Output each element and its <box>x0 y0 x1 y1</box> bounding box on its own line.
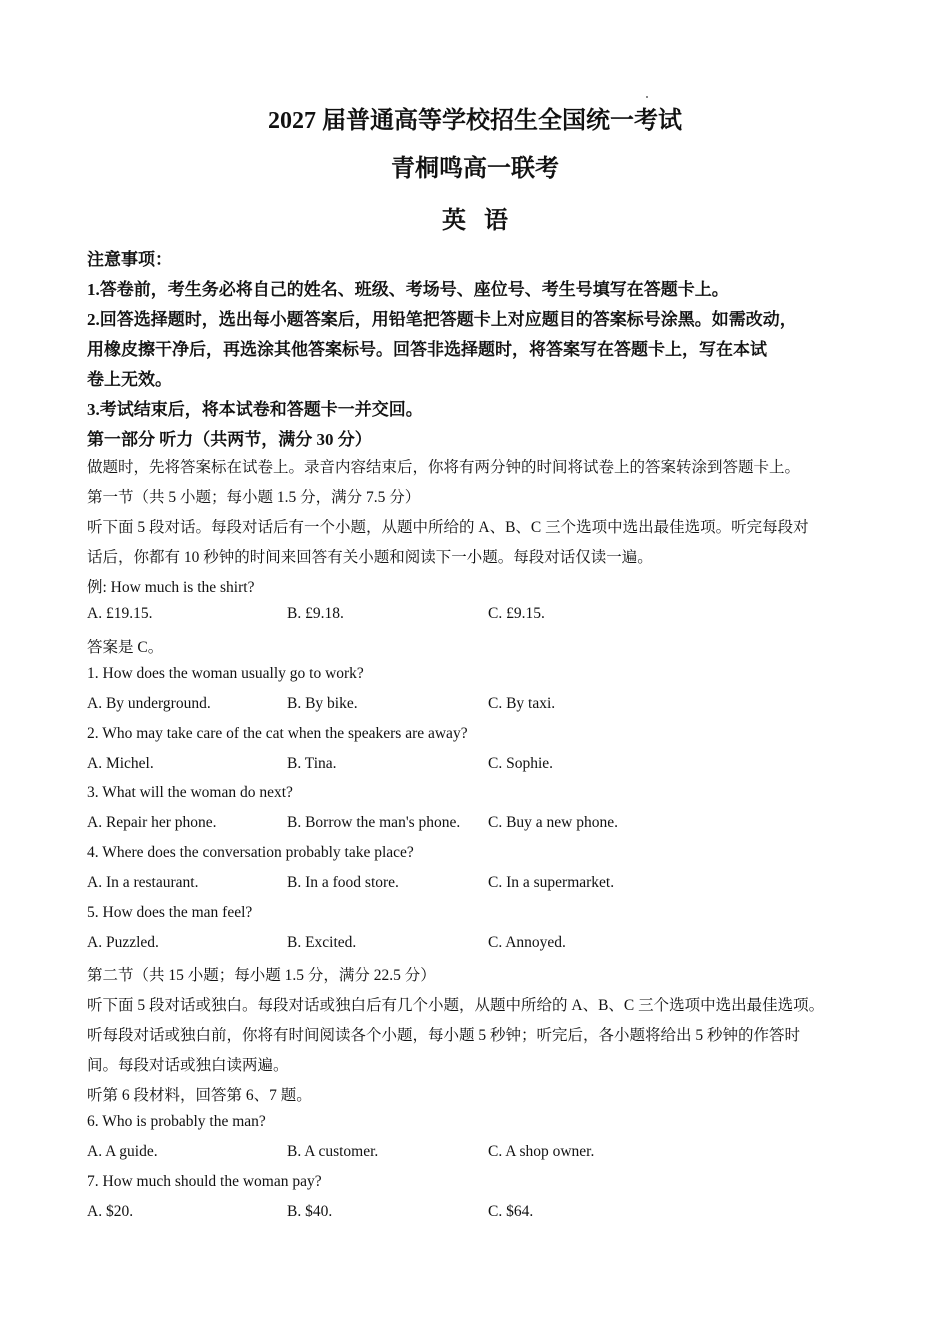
option-b: B. In a food store. <box>287 874 399 891</box>
question-text: 6. Who is probably the man? <box>87 1113 266 1130</box>
part1-instruction: 做题时，先将答案标在试卷上。录音内容结束后，你将有两分钟的时间将试卷上的答案转涂到答题卡上。 <box>87 459 801 476</box>
option-c: C. Sophie. <box>488 755 554 772</box>
option-a: A. Michel. <box>87 755 154 772</box>
note-item-2-line-3: 卷上无效。 <box>87 370 172 389</box>
note-item-2-line-2: 用橡皮擦干净后，再选涂其他答案标号。回答非选择题时，将答案写在答题卡上，写在本试 <box>87 340 767 359</box>
exam-subtitle: 青桐鸣高一联考 <box>391 156 559 182</box>
example-option-a: A. £19.15. <box>87 605 153 622</box>
question-text: 3. What will the woman do next? <box>87 784 293 801</box>
section2-instruction-line-1: 听下面 5 段对话或独白。每段对话或独白后有几个小题，从题中所给的 A、B、C 三个选项中选出最佳选项。 <box>87 997 825 1014</box>
question-text: 7. How much should the woman pay? <box>87 1173 322 1190</box>
question-text: 1. How does the woman usually go to work? <box>87 665 364 682</box>
option-a: A. $20. <box>87 1203 134 1220</box>
option-c: C. Buy a new phone. <box>488 814 619 831</box>
stray-mark <box>646 96 648 98</box>
note-item-1: 1.答卷前，考生务必将自己的姓名、班级、考场号、座位号、考生号填写在答题卡上。 <box>87 280 729 299</box>
section2-instruction-line-2: 听每段对话或独白前，你将有时间阅读各个小题，每小题 5 秒钟；听完后，各小题将给出 5 秒钟的作答时 <box>87 1027 801 1044</box>
option-b: B. $40. <box>287 1203 333 1220</box>
note-item-3: 3.考试结束后，将本试卷和答题卡一并交回。 <box>87 400 423 419</box>
option-b: B. A customer. <box>287 1143 379 1160</box>
option-b: B. Excited. <box>287 934 357 951</box>
section1-instruction-line-2: 话后，你都有 10 秒钟的时间来回答有关小题和阅读下一小题。每段对话仅读一遍。 <box>87 549 653 566</box>
option-c: C. $64. <box>488 1203 534 1220</box>
option-c: C. By taxi. <box>488 695 556 712</box>
option-a: A. Puzzled. <box>87 934 159 951</box>
question-text: 4. Where does the conversation probably take place? <box>87 844 414 861</box>
notes-heading: 注意事项： <box>87 250 172 269</box>
example-answer: 答案是 C。 <box>87 639 164 656</box>
option-c: C. A shop owner. <box>488 1143 595 1160</box>
option-a: A. In a restaurant. <box>87 874 199 891</box>
example-option-c: C. £9.15. <box>488 605 545 622</box>
section1-instruction-line-1: 听下面 5 段对话。每段对话后有一个小题，从题中所给的 A、B、C 三个选项中选出最佳选项。听完每段对 <box>87 519 809 536</box>
section2-instruction-line-3: 间。每段对话或独白读两遍。 <box>87 1057 289 1074</box>
example-option-b: B. £9.18. <box>287 605 344 622</box>
subject-title: 英语 <box>442 208 526 234</box>
option-b: B. Borrow the man's phone. <box>287 814 461 831</box>
option-b: B. By bike. <box>287 695 358 712</box>
option-a: A. Repair her phone. <box>87 814 217 831</box>
section2-heading: 第二节（共 15 小题；每小题 1.5 分，满分 22.5 分） <box>87 967 436 984</box>
section1-heading: 第一节（共 5 小题；每小题 1.5 分，满分 7.5 分） <box>87 489 421 506</box>
exam-title: 2027 届普通高等学校招生全国统一考试 <box>268 108 682 134</box>
option-c: C. Annoyed. <box>488 934 566 951</box>
question-text: 2. Who may take care of the cat when the speakers are away? <box>87 725 468 742</box>
material-6-label: 听第 6 段材料，回答第 6、7 题。 <box>87 1087 312 1104</box>
option-c: C. In a supermarket. <box>488 874 615 891</box>
part1-heading: 第一部分 听力（共两节，满分 30 分） <box>87 430 372 449</box>
option-a: A. By underground. <box>87 695 211 712</box>
option-a: A. A guide. <box>87 1143 158 1160</box>
note-item-2-line-1: 2.回答选择题时，选出每小题答案后，用铅笔把答题卡上对应题目的答案标号涂黑。如需改动， <box>87 310 797 329</box>
option-b: B. Tina. <box>287 755 337 772</box>
question-text: 5. How does the man feel? <box>87 904 253 921</box>
example-question: 例: How much is the shirt? <box>87 579 255 596</box>
